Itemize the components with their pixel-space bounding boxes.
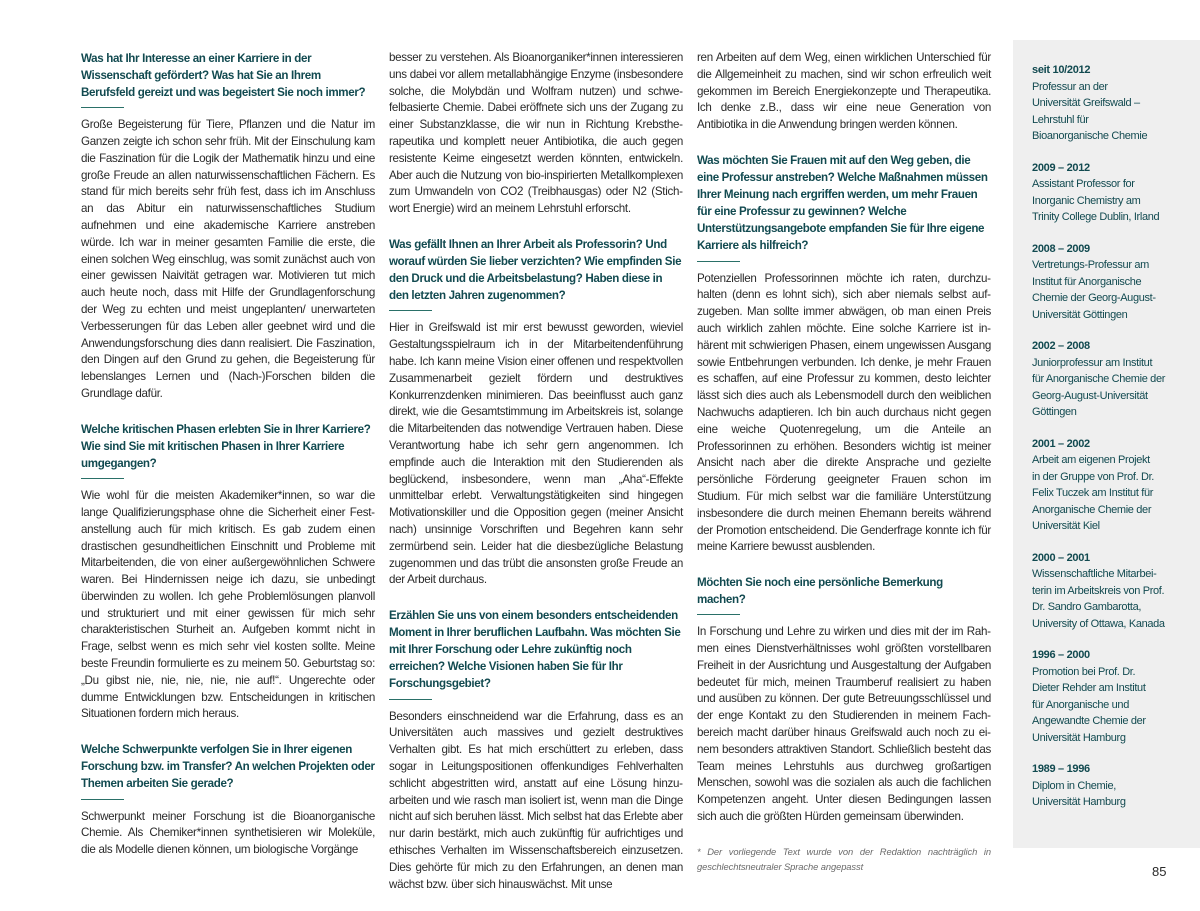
heading-divider [389, 699, 432, 700]
text-column-3 [697, 50, 991, 875]
answer-paragraph: Potenziellen Professorinnen möchte ich raten, durchzuhalten (denn es lohnt sich), sich aber niemals selbst aufzugeben. Man sollte immer abwägen, ob man einen Preis auch wirklich zahlen möchte. Eine solche Karriere ist inhärent mit schwierigen Phasen, einem ungewissen Ausgang sowie Entbehrungen verbunden. Ich denke, je mehr Frauen es schaffen, auf eine Professur zu kommen, desto leichter lässt sich dies auch als Lebensmodell durch den weiblichen Nachwuchs adaptieren. Ich bin auch durchaus nicht gegen eine weiche Quotenregelung, um die Anteile an Professorinnen zu erhöhen. Besonders wichtig ist meiner Ansicht nach aber die direkte Ansprache und gezielte persönliche Förderung geeigneter Frauen schon im Studium. Für mich selbst war die familiäre Unterstützung insbesondere die durch meinen Ehemann bereits während der Promotion entscheidend. Die Genderfrage konnte ich für meine Karriere bewusst ausblenden. [697, 271, 991, 554]
cv-entry [1032, 338, 1197, 421]
cv-entry [1032, 241, 1197, 324]
cv-entry [1032, 647, 1197, 746]
cv-description: Vertretungs-Professur am Institut für Anorganische Chemie der Georg-August- Universität Göttingen [1032, 259, 1156, 321]
cv-entry [1032, 436, 1197, 535]
cv-entry [1032, 62, 1197, 145]
cv-date: 2008 – 2009 [1032, 242, 1090, 255]
cv-date: 2001 – 2002 [1032, 437, 1090, 450]
cv-description: Professur an der Universität Greifswald – Lehrstuhl für Bioanorganische Chemie [1032, 80, 1148, 142]
cv-date: 1996 – 2000 [1032, 649, 1090, 661]
answer-paragraph: Große Begeisterung für Tiere, Pflanzen und die Natur im Ganzen zeigte ich schon sehr früh. Mit der Einschulung kam die Faszination für die Logik der Mathematik hinzu und eine große Freude an allen naturwissenschaftlichen Fächern. Es stand für mich bereits sehr früh fest, dass ich im Anschluss an das Abitur ein naturwissenschaftliches Studium aufnehmen und eine akademische Karriere anstreben würde. Ich war in meiner gesamten Familie die erste, die einen solchen Weg einschlug, was somit zunächst auch von einer gewissen Naivität getragen war. Motivieren tut mich auch heute noch, dass mit Hilfe der Grundlagenforschung der Weg zu echten und meist ungeplanten/ unerwarteten Verbesserungen für das Leben aller geebnet wird und die Anwendungsforschung dies dann realisiert. Die Faszination, den Dingen auf den Grund zu gehen, die Begeisterung für lebenslanges Lernen und (Nach-)Forschen bilden die Grundlage dafür. [81, 118, 375, 401]
answer-paragraph: Besonders einschneidend war die Erfahrung, dass es an Universitäten auch massives und gezielt destruktives Verhalten gibt. Es hat mich erschüttert zu erleben, dass sogar in Leitungspositionen offenkundiges Fehlverhalten schlicht abgestritten wird, anstatt auf eine Lösung hinzuarbeiten und wie rasch man isoliert ist, wenn man die Dinge nicht auf sich beruhen lässt. Mich selbst hat das Erlebte aber nur darin bestärkt, mich auch zukünftig für aufrichtiges und ethisches Verhalten im Wissenschaftsbereich einzusetzen. Dies gehörte für mich zu den Erfahrungen, an denen man wächst bzw. über sich hinauswächst. Mit unse [389, 709, 683, 891]
text-column-2 [389, 50, 683, 911]
question-heading: Erzählen Sie uns von einem besonders entscheidenden Moment in Ihrer beruflichen Laufbahn. Was möchten Sie mit Ihrer Forschung oder Lehre zukünftig noch erreichen? Welche Visionen haben Sie für Ihr Forschungsgebiet? [389, 609, 681, 691]
cv-description: Promotion bei Prof. Dr. Dieter Rehder am Institut für Anorganische und Angewandte Chemie der Universität Hamburg [1032, 665, 1146, 744]
footnote: * Der vorliegende Text wurde von der Redaktion nachträglich in geschlechtsneutraler Sprache angepasst [697, 845, 991, 873]
cv-date: 1989 – 1996 [1032, 763, 1090, 775]
page-number: 85 [1152, 864, 1167, 879]
question-heading: Möchten Sie noch eine persönliche Bemerkung machen? [697, 576, 943, 607]
cv-entry [1032, 550, 1197, 633]
cv-description: Arbeit am eigenen Projekt in der Gruppe von Prof. Dr. Felix Tuczek am Institut für Anorganische Chemie der Universität Kiel [1032, 454, 1155, 532]
heading-divider [81, 478, 124, 479]
heading-divider [81, 799, 124, 800]
heading-divider [697, 261, 740, 262]
question-heading: Welche Schwerpunkte verfolgen Sie in Ihrer eigenen Forschung bzw. im Transfer? An welchen Projekten oder Themen arbeiten Sie gerade? [81, 743, 375, 791]
cv-description: Assistant Professor for Inorganic Chemistry am Trinity College Dublin, Irland [1032, 178, 1160, 223]
text-column-1 [81, 50, 375, 877]
cv-entry [1032, 761, 1197, 811]
question-heading: Was hat Ihr Interesse an einer Karriere in der Wissenschaft gefördert? Was hat Sie an Ihrem Berufsfeld gereizt und was begeistert Sie noch immer? [81, 52, 366, 100]
cv-date: 2009 – 2012 [1032, 161, 1090, 174]
cv-date: 2002 – 2008 [1032, 340, 1090, 352]
answer-paragraph: In Forschung und Lehre zu wirken und dies mit der im Rahmen eines Dienstverhältnisses wohl größten vorstellbaren Freiheit in der Ausrichtung und Ausgestaltung der Aufgaben bedeutet für mich, meinen Traumberuf realisiert zu haben und ausüben zu können. Der gute Betreuungsschlüssel und der enge Kontakt zu den Studierenden in meinem Fachbereich macht darüber hinaus Greifswald auch noch zu einem besonders attraktiven Standort. Schließlich besteht das Team meines Lehrstuhls aus durchweg großartigen Menschen, sowohl was die sozialen als auch die fachlichen Kompetenzen angeht. Unter diesen Bedingungen lassen sich auch die größten Hürden gemeinsam überwinden. [697, 625, 991, 824]
question-heading: Was möchten Sie Frauen mit auf den Weg geben, die eine Professur anstreben? Welche Maßnahmen müssen Ihrer Meinung nach ergriffen werden, um mehr Frauen für eine Professur zu gewinnen? Welche Unterstützungsangebote empfanden Sie für Ihre eigene Karriere als hilfreich? [697, 153, 988, 253]
heading-divider [389, 310, 432, 311]
heading-divider [697, 614, 740, 615]
cv-date: 2000 – 2001 [1032, 551, 1090, 564]
answer-paragraph: Hier in Greifswald ist mir erst bewusst geworden, wieviel Gestaltungsspielraum ich in der Mitarbeitendenführung habe. Ich kann meine Vision einer offenen und respektvollen Zusammenarbeit gezielt fördern und destruktives Konkurrenzdenken minimieren. Das beeinflusst auch ganz direkt, wie die Gesamtstimmung im Arbeitskreis ist, solange die Mitarbeitenden das notwendige Vertrauen haben. Diese Verantwortung habe ich sehr gern angenommen. Ich empfinde auch die Interaktion mit den Studierenden als beglückend, insbesondere, wenn man „Aha“-Effekte unmittelbar erlebt. Verwaltungstätigkeiten sind hingegen Motivationskiller und die Opposition gegen (meiner Ansicht nach) unsinnige Vorschriften und Begehren kann sehr zermürbend sein. Leider hat die diesbezügliche Belastung zugenommen und das trübt die ansonsten große Freude an der Arbeit durchaus. [389, 321, 683, 587]
question-heading: Welche kritischen Phasen erlebten Sie in Ihrer Karriere? Wie sind Sie mit kritischen Phasen in Ihrer Karriere umgegangen? [81, 422, 371, 471]
heading-divider [81, 107, 124, 108]
continued-paragraph: besser zu verstehen. Als Bioanorganiker*innen interessieren uns dabei vor allem metallabhängige Enzyme (insbesondere solche, die Molybdän und Wolfram nutzen) und schwefelbasierte Chemie. Dabei eröffnete sich uns der Zugang zu einer Substanzklasse, die wir nun in Richtung Krebstherapeutika und komplett neuer Antibiotika, die auch gegen resistente Keime eingesetzt werden könnten, entwickeln. Aber auch die Nutzung von bio-inspirierten Metallkomplexen zum Umwandeln von CO2 (Treibhausgas) oder N2 (Stichwort Energie) wird an meinem Lehrstuhl erforscht. [389, 51, 683, 216]
cv-sidebar [1032, 62, 1197, 826]
cv-entry [1032, 160, 1197, 226]
answer-paragraph: Wie wohl für die meisten Akademiker*innen, so war die lange Qualifizierungsphase ohne die Sicherheit einer Festanstellung auch für mich kritisch. Es gab zudem einen drastischen gesundheitlichen Einschnitt und Probleme mit Mitarbeitenden, die von einer außergewöhnlichen Schwere waren. Bei Hindernissen neige ich dazu, sie unbedingt überwinden zu wollen. Ich gehe Problemlösungen planvoll und strukturiert und mit einer gewissen für mich sehr charakteristischen Sturheit an. Aufgeben kommt nicht in Frage, selbst wenn es mich sehr viel kosten sollte. Meine beste Freundin formulierte es zu meinem 50. Geburtstag so: „Du gibst nie, nie, nie, nie, nie auf!“. Ungerechte oder dumme Entwicklungen bzw. Entscheidungen in kritischen Situationen fordern mich heraus. [81, 489, 375, 721]
cv-description: Diplom in Chemie, Universität Hamburg [1032, 779, 1126, 808]
cv-date: seit 10/2012 [1032, 64, 1091, 76]
cv-description: Juniorprofessur am Institut für Anorganische Chemie der Georg-August-Universität Göttingen [1032, 356, 1166, 418]
continued-paragraph: ren Arbeiten auf dem Weg, einen wirklichen Unterschied für die Allgemeinheit zu machen, sind wir schon erfreulich weit gekommen im Bereich Energiekonzepte und Therapeutika. Ich denke z.B., dass wir eine neue Generation von Antibiotika in die Anwendung bringen werden können. [697, 51, 991, 132]
question-heading: Was gefällt Ihnen an Ihrer Arbeit als Professorin? Und worauf würden Sie lieber verzichten? Wie empfinden Sie den Druck und die Arbeitsbelastung? Haben diese in den letzten Jahren zugenommen? [389, 237, 682, 303]
answer-paragraph: Schwerpunkt meiner Forschung ist die Bioanorganische Chemie. Als Chemiker*innen synthetisieren wir Moleküle, die als Modelle dienen können, um biologische Vorgänge [81, 809, 375, 857]
cv-description: Wissenschaftliche Mitarbei- terin im Arbeitskreis von Prof. Dr. Sandro Gambarotta, University of Ottawa, Kanada [1032, 568, 1165, 630]
